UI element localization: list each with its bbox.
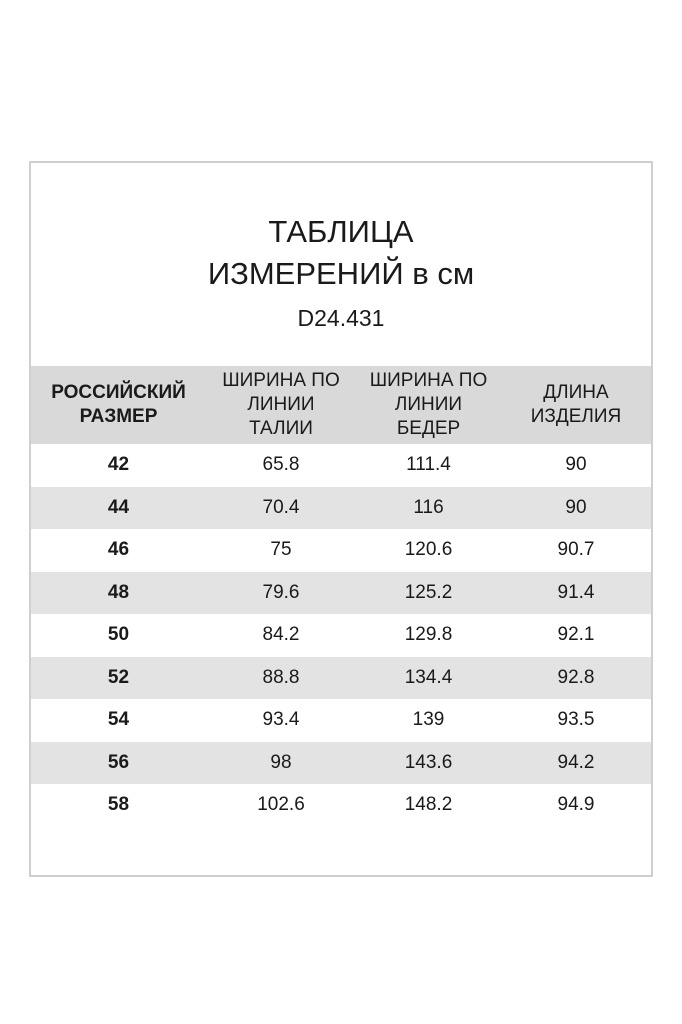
column-header-length: ДЛИНА ИЗДЕЛИЯ — [530, 382, 622, 427]
table-row — [31, 572, 651, 615]
product-code: D24.431 — [297, 305, 385, 331]
cell-waist: 102.6 — [257, 794, 305, 816]
cell-hips: 125.2 — [404, 581, 453, 603]
cell-hips: 148.2 — [404, 794, 453, 816]
chart-title-line-2: ИЗМЕРЕНИЙ в см — [207, 256, 475, 291]
cell-length: 92.1 — [557, 624, 595, 646]
cell-length: 94.9 — [557, 794, 595, 816]
size-chart-card — [29, 161, 653, 877]
cell-length: 93.5 — [557, 709, 595, 731]
cell-length: 90 — [565, 496, 587, 518]
cell-size: 58 — [107, 794, 130, 816]
table-row — [31, 699, 651, 742]
table-row — [31, 742, 651, 785]
cell-waist: 93.4 — [262, 709, 300, 731]
table-row — [31, 784, 651, 827]
cell-waist: 70.4 — [262, 496, 300, 518]
table-row — [31, 487, 651, 530]
measurements-table — [31, 366, 651, 827]
cell-waist: 75 — [270, 539, 292, 561]
table-row — [31, 657, 651, 700]
table-header-row — [31, 366, 651, 444]
table-row — [31, 614, 651, 657]
cell-hips: 111.4 — [406, 454, 451, 476]
cell-size: 52 — [107, 666, 130, 688]
cell-size: 44 — [107, 496, 130, 518]
cell-length: 91.4 — [557, 581, 595, 603]
column-header-hips: ШИРИНА ПО ЛИНИИ БЕДЕР — [369, 370, 488, 439]
cell-waist: 65.8 — [262, 454, 300, 476]
cell-waist: 88.8 — [262, 666, 300, 688]
cell-waist: 98 — [270, 751, 292, 773]
chart-title-line-1: ТАБЛИЦА — [268, 214, 414, 249]
cell-hips: 116 — [413, 496, 444, 518]
column-header-size: РОССИЙСКИЙ РАЗМЕР — [51, 382, 186, 427]
cell-hips: 134.4 — [404, 666, 453, 688]
cell-size: 54 — [107, 709, 130, 731]
cell-size: 50 — [107, 624, 130, 646]
table-row — [31, 444, 651, 487]
column-header-waist: ШИРИНА ПО ЛИНИИ ТАЛИИ — [222, 370, 340, 439]
cell-hips: 139 — [412, 709, 445, 731]
table-row — [31, 529, 651, 572]
cell-length: 92.8 — [557, 666, 595, 688]
cell-waist: 84.2 — [262, 624, 300, 646]
cell-size: 42 — [107, 454, 130, 476]
cell-length: 94.2 — [557, 751, 595, 773]
cell-size: 48 — [107, 581, 130, 603]
cell-hips: 129.8 — [404, 624, 453, 646]
cell-hips: 143.6 — [404, 751, 453, 773]
cell-hips: 120.6 — [404, 539, 453, 561]
cell-length: 90.7 — [557, 539, 595, 561]
cell-length: 90 — [565, 454, 587, 476]
cell-size: 46 — [107, 539, 130, 561]
cell-size: 56 — [107, 751, 130, 773]
cell-waist: 79.6 — [262, 581, 300, 603]
